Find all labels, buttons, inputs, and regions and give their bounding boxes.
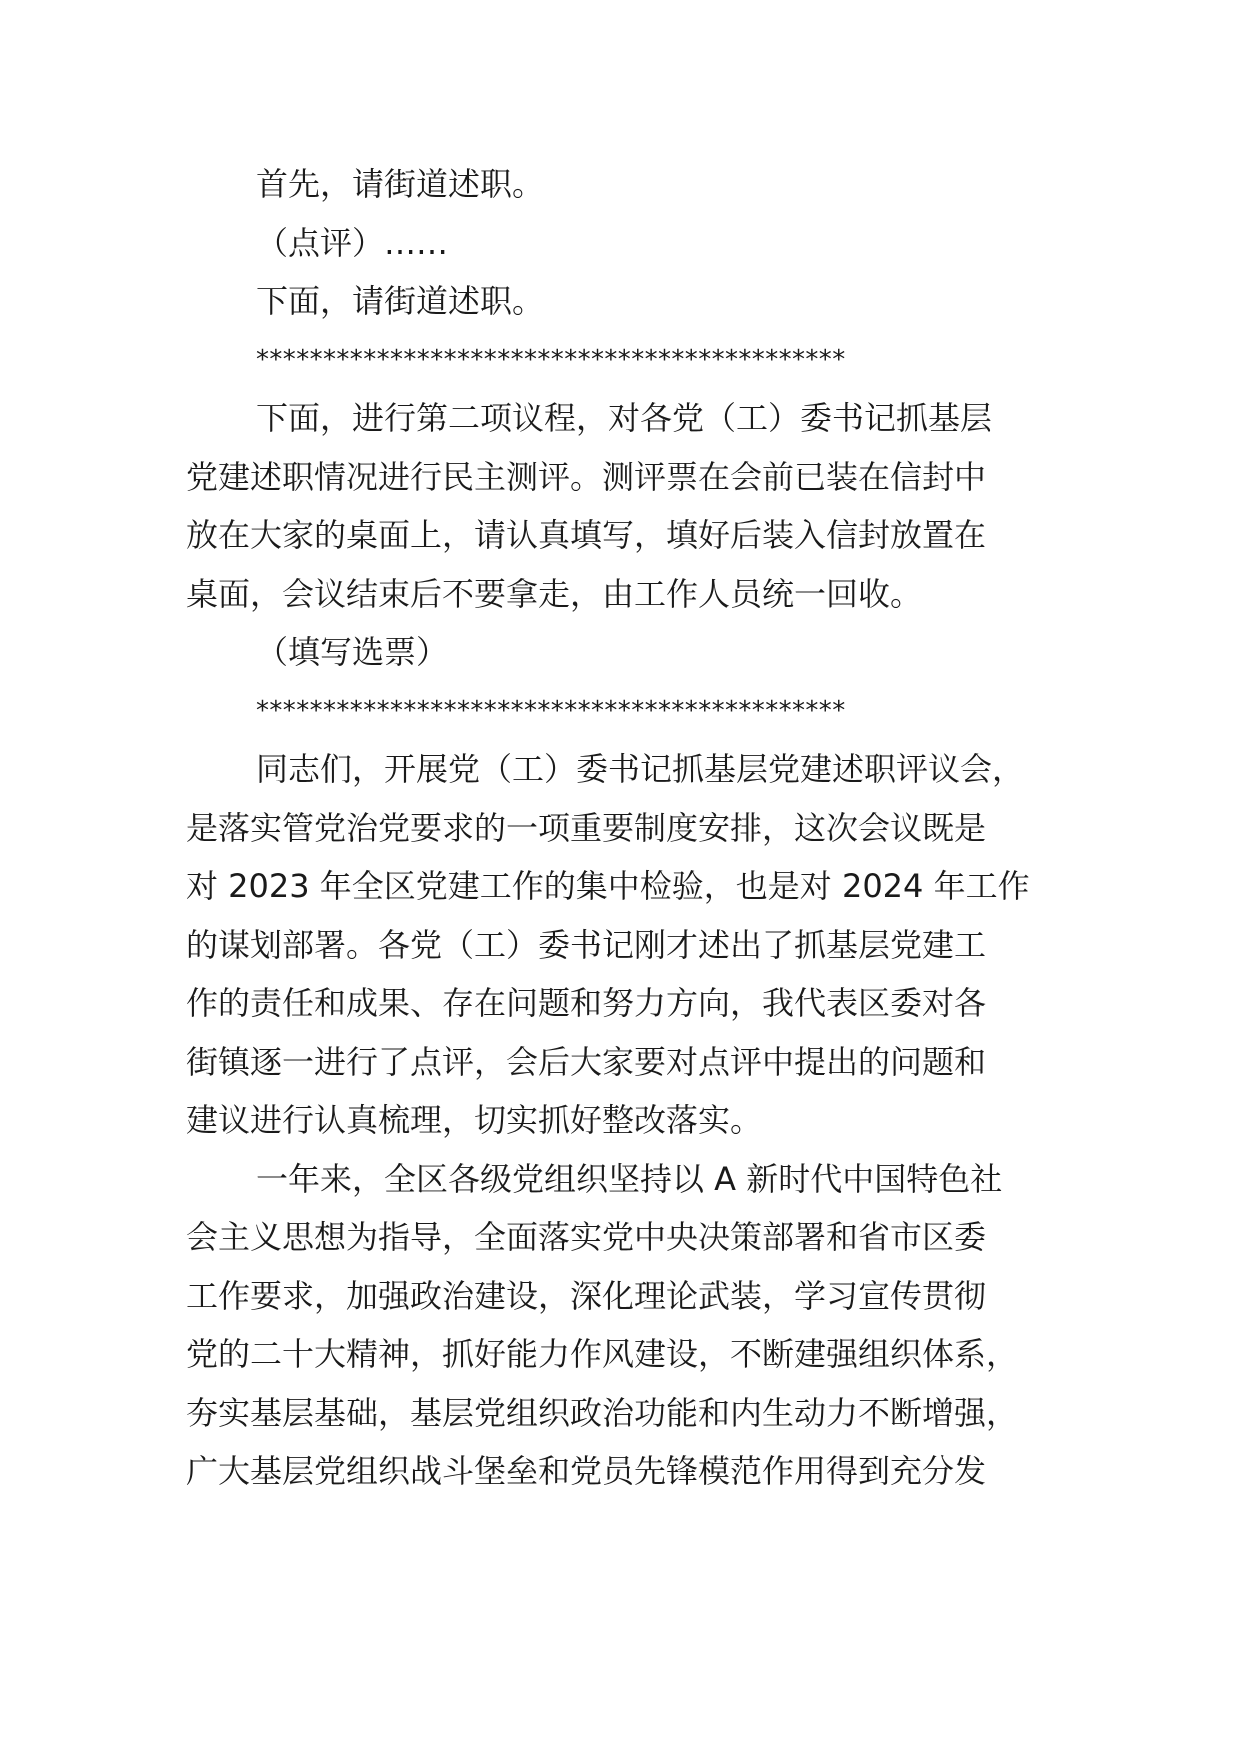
text-line: 夯实基层基础，基层党组织政治功能和内生动力不断增强，	[186, 1393, 1019, 1432]
text-line: （填写选票）	[256, 633, 449, 671]
text-line: 作的责任和成果、存在问题和努力方向，我代表区委对各	[186, 984, 987, 1022]
text-line: 街镇逐一进行了点评，会后大家要对点评中提出的问题和	[186, 1042, 987, 1081]
text-line: 下面，请街道述职。	[256, 282, 545, 320]
text-line: 建议进行认真梳理，切实抓好整改落实。	[186, 1101, 763, 1139]
text-line: 党建述职情况进行民主测评。测评票在会前已装在信封中	[186, 457, 987, 496]
document-body	[186, 155, 1056, 1501]
text-line: 工作要求，加强政治建设，深化理论武装，学习宣传贯彻	[186, 1276, 987, 1315]
text-line: 放在大家的桌面上，请认真填写，填好后装入信封放置在	[186, 516, 987, 554]
text-line: 广大基层党组织战斗堡垒和党员先锋模范作用得到充分发	[186, 1452, 987, 1490]
text-line: 对 2023 年全区党建工作的集中检验，也是对 2024 年工作	[186, 867, 1030, 905]
text-line: 下面，进行第二项议程，对各党（工）委书记抓基层	[256, 399, 993, 437]
text-line: 桌面，会议结束后不要拿走，由工作人员统一回收。	[186, 574, 923, 613]
separator-line: ********************************************	[256, 695, 846, 726]
text-line: （点评）……	[256, 223, 449, 262]
text-line: 一年来，全区各级党组织坚持以 A 新时代中国特色社	[256, 1159, 1003, 1198]
text-line: 会主义思想为指导，全面落实党中央决策部署和省市区委	[186, 1218, 987, 1256]
text-line: 党的二十大精神，抓好能力作风建设，不断建强组织体系，	[186, 1335, 1019, 1373]
text-line: 是落实管党治党要求的一项重要制度安排，这次会议既是	[186, 808, 987, 847]
separator-line: ********************************************	[256, 344, 846, 375]
text-line: 的谋划部署。各党（工）委书记刚才述出了抓基层党建工	[186, 925, 987, 964]
text-line: 首先，请街道述职。	[256, 165, 545, 203]
text-line: 同志们，开展党（工）委书记抓基层党建述职评议会，	[256, 750, 1025, 788]
